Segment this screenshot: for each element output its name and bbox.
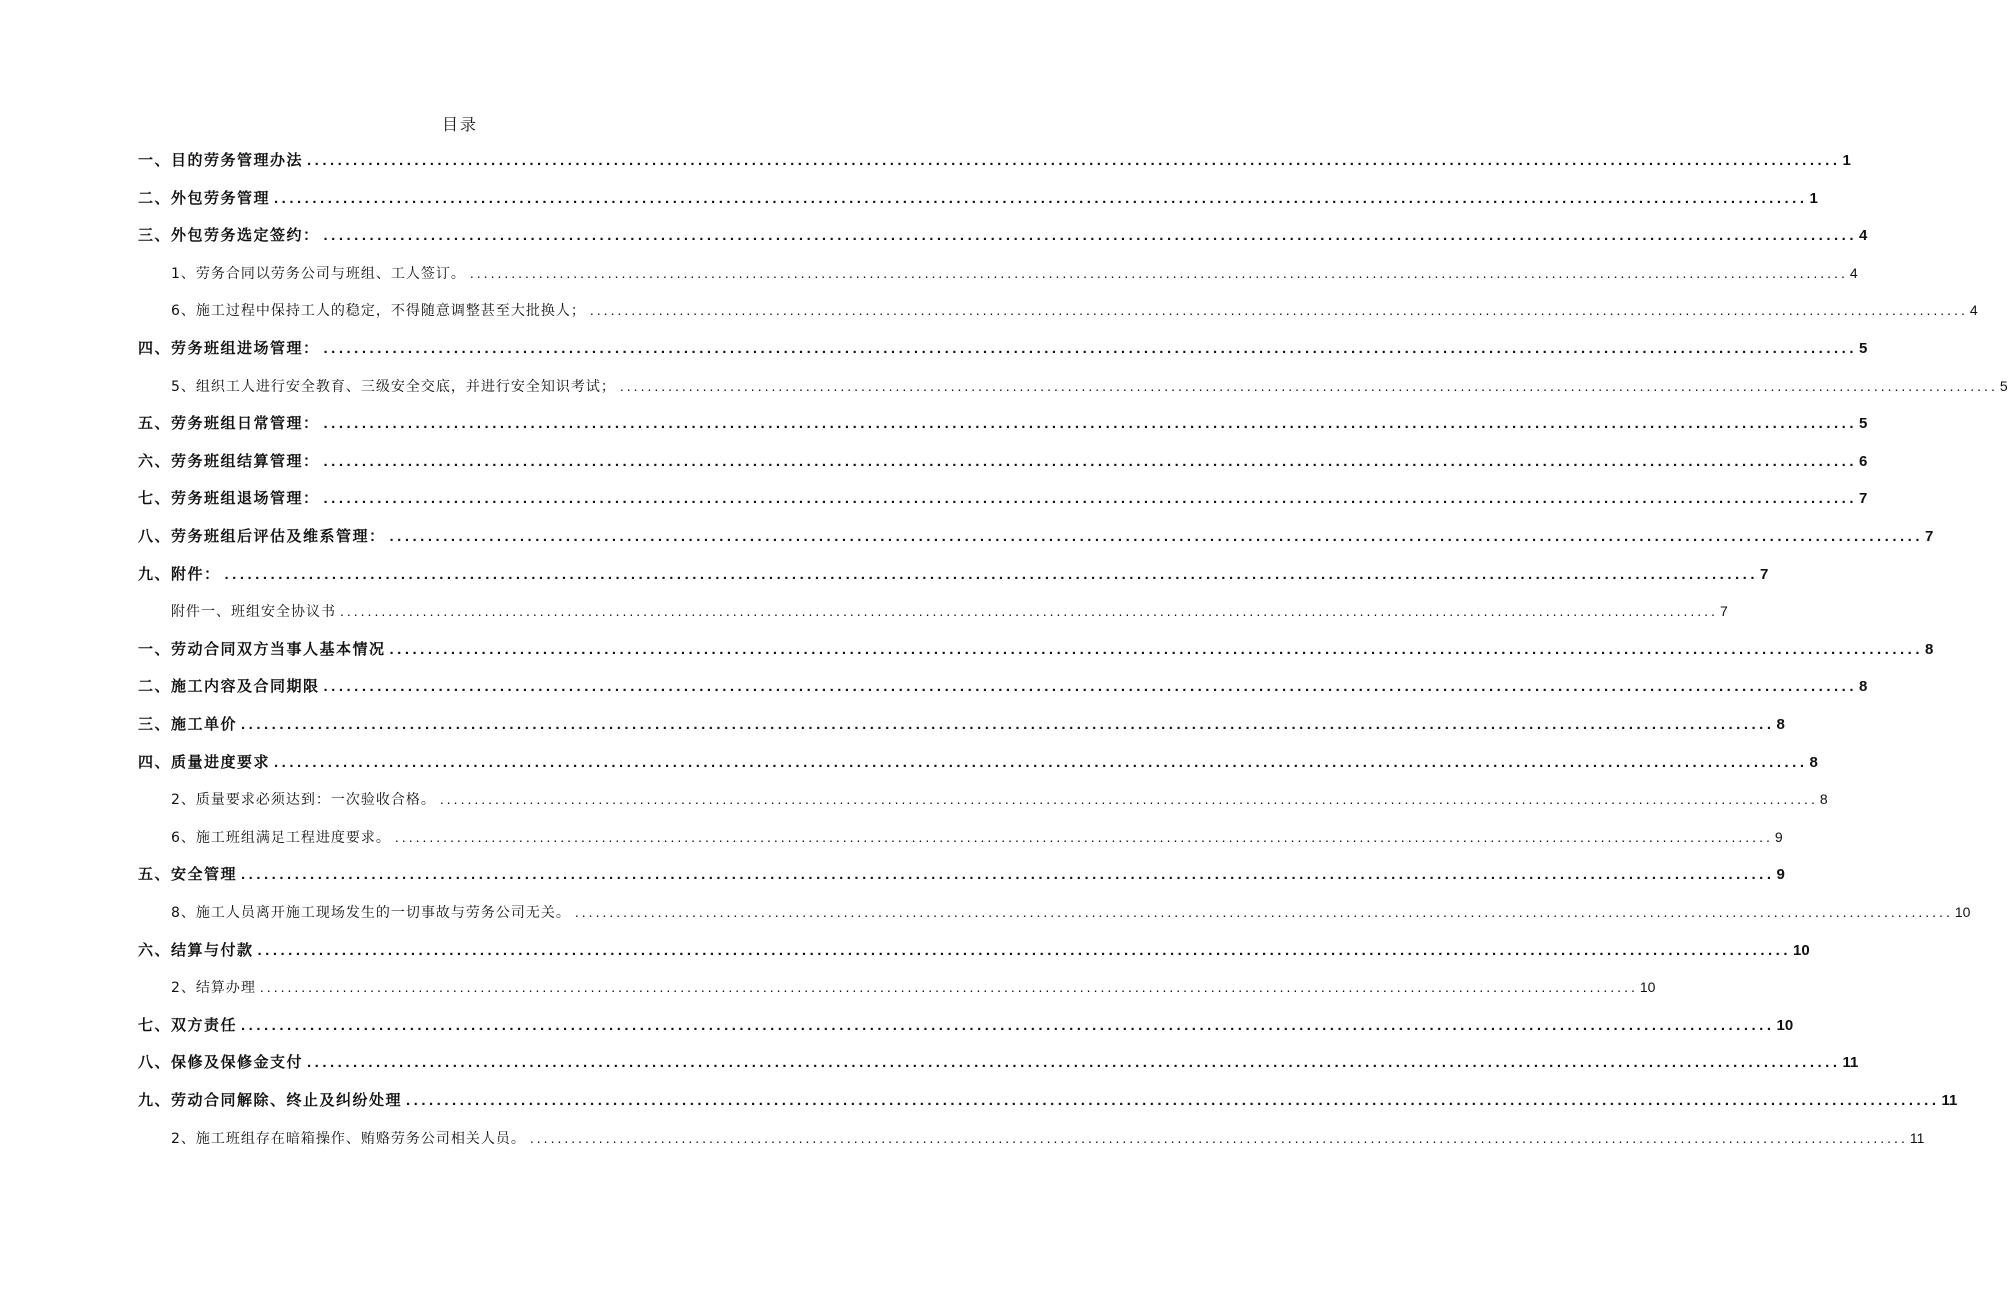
toc-entry-title: 三、外包劳务选定签约： bbox=[138, 226, 320, 244]
toc-entry-page-number: 7 bbox=[1859, 490, 1868, 507]
toc-entry-page-number: 6 bbox=[1859, 453, 1868, 470]
toc-entry-title: 2、结算办理 bbox=[171, 980, 256, 996]
toc-entry-subsection[interactable] bbox=[171, 298, 1978, 322]
toc-leader-dots: ........................................................................................................................................................................................................ bbox=[389, 528, 1924, 545]
toc-entry-title: 2、施工班组存在暗箱操作、贿赂劳务公司相关人员。 bbox=[171, 1131, 526, 1147]
toc-entry-section[interactable] bbox=[138, 862, 1785, 886]
toc-entry-section[interactable] bbox=[138, 750, 1818, 774]
toc-entry-page-number: 7 bbox=[1760, 566, 1769, 583]
toc-entry-title: 一、目的劳务管理办法 bbox=[138, 151, 304, 169]
toc-entry-subsection[interactable] bbox=[171, 975, 1656, 999]
toc-entry-page-number: 10 bbox=[1776, 1017, 1794, 1034]
toc-entry-page-number: 5 bbox=[1859, 340, 1868, 357]
toc-entry-title: 2、质量要求必须达到：一次验收合格。 bbox=[171, 792, 436, 808]
toc-entry-section[interactable] bbox=[138, 1088, 1958, 1112]
toc-entry-page-number: 10 bbox=[1954, 904, 1971, 920]
toc-entry-title: 8、施工人员离开施工现场发生的一切事故与劳务公司无关。 bbox=[171, 905, 571, 921]
toc-entry-page-number: 7 bbox=[1719, 603, 1728, 619]
toc-entry-section[interactable] bbox=[138, 562, 1769, 586]
toc-leader-dots: ........................................................................................................................................................................................................ bbox=[529, 1130, 1908, 1146]
toc-entry-title: 四、劳务班组进场管理： bbox=[138, 339, 320, 357]
toc-entry-title: 九、劳动合同解除、终止及纠纷处理 bbox=[138, 1091, 403, 1109]
toc-entry-section[interactable] bbox=[138, 223, 1868, 247]
toc-leader-dots: ........................................................................................................................................................................................................ bbox=[574, 904, 1953, 920]
toc-entry-title: 附件一、班组安全协议书 bbox=[171, 604, 336, 620]
toc-entry-title: 六、劳务班组结算管理： bbox=[138, 452, 320, 470]
toc-leader-dots: ........................................................................................................................................................................................................ bbox=[589, 302, 1968, 318]
toc-leader-dots: ........................................................................................................................................................................................................ bbox=[619, 378, 1998, 394]
toc-entry-title: 四、质量进度要求 bbox=[138, 753, 271, 771]
toc-entry-section[interactable] bbox=[138, 712, 1785, 736]
toc-entry-section[interactable] bbox=[138, 637, 1934, 661]
toc-entry-title: 七、双方责任 bbox=[138, 1016, 238, 1034]
toc-entry-subsection[interactable] bbox=[171, 1126, 1925, 1150]
toc-entry-page-number: 1 bbox=[1809, 190, 1818, 207]
toc-entry-title: 三、施工单价 bbox=[138, 715, 238, 733]
toc-entry-page-number: 8 bbox=[1925, 641, 1934, 658]
toc-entry-page-number: 10 bbox=[1639, 979, 1656, 995]
toc-leader-dots: ........................................................................................................................................................................................................ bbox=[274, 190, 1808, 207]
toc-leader-dots: ........................................................................................................................................................................................................ bbox=[439, 791, 1818, 807]
toc-entry-title: 一、劳动合同双方当事人基本情况 bbox=[138, 640, 386, 658]
toc-leader-dots: ........................................................................................................................................................................................................ bbox=[323, 415, 1858, 432]
toc-leader-dots: ........................................................................................................................................................................................................ bbox=[259, 979, 1638, 995]
toc-entry-section[interactable] bbox=[138, 486, 1868, 510]
toc-entry-section[interactable] bbox=[138, 1013, 1794, 1037]
toc-title: 目录 bbox=[441, 115, 478, 134]
toc-leader-dots: ........................................................................................................................................................................................................ bbox=[389, 641, 1924, 658]
toc-leader-dots: ........................................................................................................................................................................................................ bbox=[224, 566, 1759, 583]
toc-entry-section[interactable] bbox=[138, 336, 1868, 360]
toc-leader-dots: ........................................................................................................................................................................................................ bbox=[323, 678, 1858, 695]
toc-leader-dots: ........................................................................................................................................................................................................ bbox=[406, 1092, 1940, 1109]
toc-entry-section[interactable] bbox=[138, 938, 1810, 962]
toc-leader-dots: ........................................................................................................................................................................................................ bbox=[257, 942, 1792, 959]
toc-entry-subsection[interactable] bbox=[171, 599, 1728, 623]
toc-leader-dots: ........................................................................................................................................................................................................ bbox=[241, 716, 1775, 733]
toc-entry-page-number: 4 bbox=[1849, 265, 1858, 281]
toc-entry-page-number: 1 bbox=[1842, 152, 1851, 169]
toc-entry-title: 二、施工内容及合同期限 bbox=[138, 677, 320, 695]
toc-entry-title: 七、劳务班组退场管理： bbox=[138, 489, 320, 507]
toc-entry-title: 九、附件： bbox=[138, 565, 221, 583]
toc-entry-page-number: 4 bbox=[1969, 302, 1978, 318]
toc-entry-title: 六、结算与付款 bbox=[138, 941, 254, 959]
toc-entry-section[interactable] bbox=[138, 674, 1868, 698]
toc-leader-dots: ........................................................................................................................................................................................................ bbox=[307, 152, 1841, 169]
toc-entry-page-number: 9 bbox=[1774, 829, 1783, 845]
toc-entry-page-number: 8 bbox=[1809, 754, 1818, 771]
toc-entry-subsection[interactable] bbox=[171, 261, 1858, 285]
toc-entry-subsection[interactable] bbox=[171, 900, 1971, 924]
toc-entry-page-number: 5 bbox=[1859, 415, 1868, 432]
toc-entry-title: 五、劳务班组日常管理： bbox=[138, 414, 320, 432]
toc-entry-title: 6、施工班组满足工程进度要求。 bbox=[171, 830, 391, 846]
toc-leader-dots: ........................................................................................................................................................................................................ bbox=[323, 490, 1858, 507]
toc-entry-page-number: 4 bbox=[1859, 227, 1868, 244]
toc-entry-section[interactable] bbox=[138, 186, 1818, 210]
toc-leader-dots: ........................................................................................................................................................................................................ bbox=[241, 1017, 1775, 1034]
toc-entry-page-number: 10 bbox=[1793, 942, 1810, 959]
toc-leader-dots: ........................................................................................................................................................................................................ bbox=[323, 340, 1858, 357]
toc-leader-dots: ........................................................................................................................................................................................................ bbox=[307, 1054, 1841, 1071]
toc-entry-title: 5、组织工人进行安全教育、三级安全交底，并进行安全知识考试； bbox=[171, 379, 616, 395]
toc-leader-dots: ........................................................................................................................................................................................................ bbox=[323, 453, 1858, 470]
toc-leader-dots: ........................................................................................................................................................................................................ bbox=[469, 265, 1848, 281]
toc-entry-subsection[interactable] bbox=[171, 825, 1783, 849]
toc-entry-section[interactable] bbox=[138, 449, 1868, 473]
toc-entry-title: 二、外包劳务管理 bbox=[138, 189, 271, 207]
toc-entry-section[interactable] bbox=[138, 148, 1851, 172]
toc-leader-dots: ........................................................................................................................................................................................................ bbox=[394, 829, 1773, 845]
toc-leader-dots: ........................................................................................................................................................................................................ bbox=[340, 603, 1718, 619]
toc-entry-page-number: 8 bbox=[1859, 678, 1868, 695]
toc-entry-section[interactable] bbox=[138, 411, 1868, 435]
toc-entry-section[interactable] bbox=[138, 1050, 1859, 1074]
toc-entry-page-number: 5 bbox=[1999, 378, 2008, 394]
toc-entry-page-number: 8 bbox=[1819, 791, 1828, 807]
toc-entry-page-number: 11 bbox=[1941, 1092, 1958, 1109]
toc-entry-title: 6、施工过程中保持工人的稳定，不得随意调整甚至大批换人； bbox=[171, 303, 586, 319]
toc-entry-page-number: 7 bbox=[1925, 528, 1934, 545]
toc-entry-page-number: 11 bbox=[1842, 1054, 1859, 1071]
toc-entry-title: 八、劳务班组后评估及维系管理： bbox=[138, 527, 386, 545]
toc-entry-page-number: 8 bbox=[1776, 716, 1785, 733]
toc-entry-title: 八、保修及保修金支付 bbox=[138, 1053, 304, 1071]
toc-entry-subsection[interactable] bbox=[171, 787, 1828, 811]
toc-entry-subsection[interactable] bbox=[171, 374, 2008, 398]
toc-entry-title: 1、劳务合同以劳务公司与班组、工人签订。 bbox=[171, 266, 466, 282]
toc-entry-section[interactable] bbox=[138, 524, 1934, 548]
toc-leader-dots: ........................................................................................................................................................................................................ bbox=[323, 227, 1858, 244]
toc-leader-dots: ........................................................................................................................................................................................................ bbox=[274, 754, 1808, 771]
toc-entry-title: 五、安全管理 bbox=[138, 865, 238, 883]
toc-leader-dots: ........................................................................................................................................................................................................ bbox=[241, 866, 1775, 883]
toc-entry-page-number: 9 bbox=[1776, 866, 1785, 883]
toc-entry-page-number: 11 bbox=[1909, 1130, 1925, 1146]
